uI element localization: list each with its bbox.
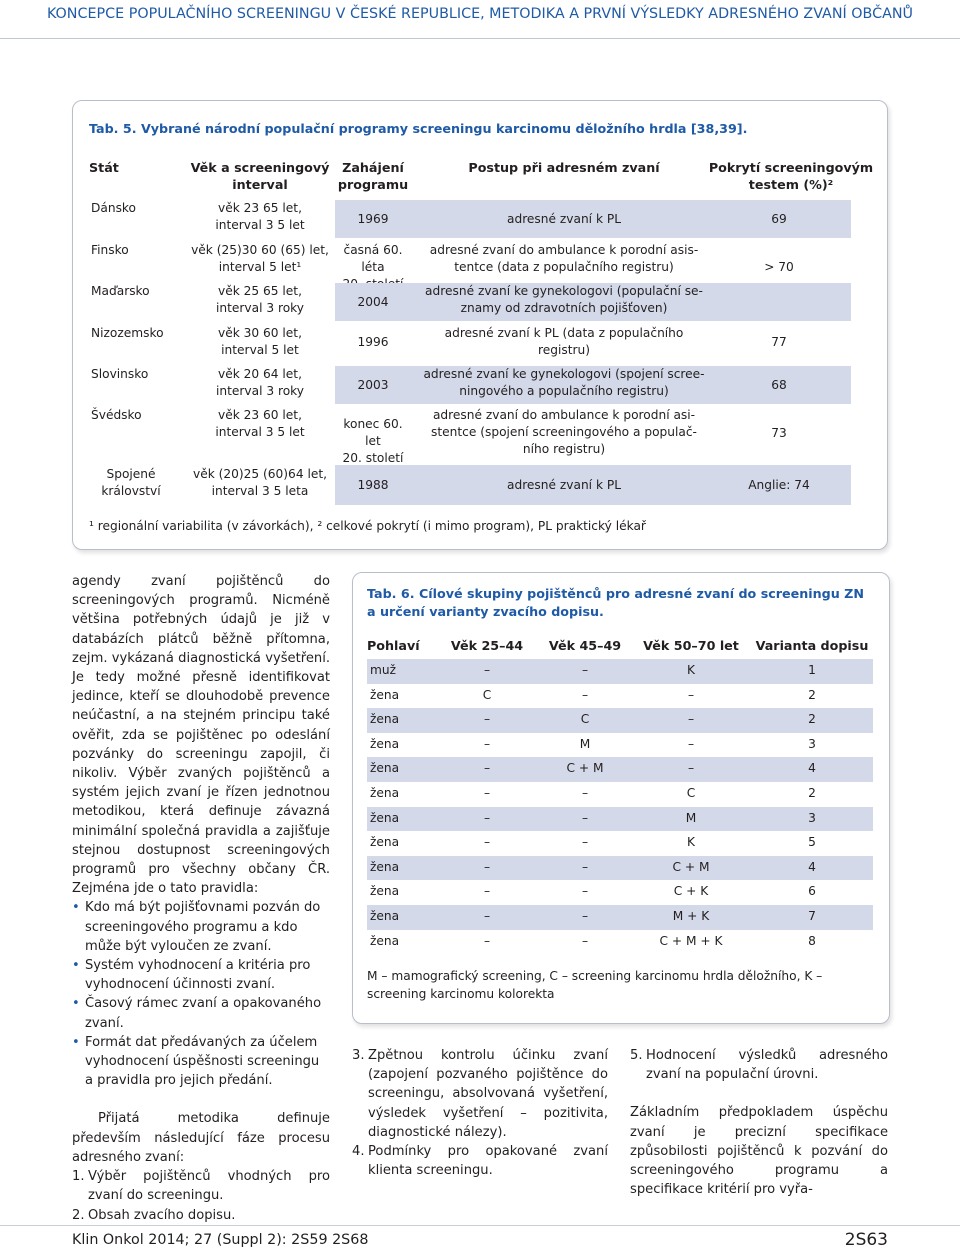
table-cell: – xyxy=(483,884,491,899)
bullet-list xyxy=(72,898,330,1090)
table-cell: – xyxy=(483,663,491,677)
table-cell: – xyxy=(687,761,695,776)
table-cell: – xyxy=(581,687,589,702)
list-item: • Systém vyhodnocení a kritéria pro vyhodnocení účinnosti zvaní. xyxy=(72,956,330,994)
cell-year: 2004 xyxy=(357,295,389,309)
table-cell: 4 xyxy=(808,859,816,874)
table-cell: žena xyxy=(370,884,400,899)
cell-year: 2003 xyxy=(357,378,389,392)
table-cell: – xyxy=(483,736,491,751)
table-cell: žena xyxy=(370,835,400,850)
table-cell: 2 xyxy=(808,687,816,702)
cell-coverage: Anglie: 74 xyxy=(748,478,810,492)
table-cell: C xyxy=(686,786,696,800)
table-cell: muž xyxy=(370,663,396,677)
table5-label: Tab. 5. xyxy=(89,121,137,136)
cell-procedure: adresné zvaní k PL xyxy=(506,212,622,226)
numbered-list xyxy=(72,1167,330,1225)
footer-citation: Klin Onkol 2014; 27 (Suppl 2): 2S59 2S68 xyxy=(72,1232,369,1248)
table-cell: 1 xyxy=(808,663,816,677)
table-cell: – xyxy=(687,712,695,727)
table-cell: žena xyxy=(370,933,400,948)
cell-procedure: adresné zvaní do ambulance k porodní asi- stentce (spojení screeningového a populač- ního registru) xyxy=(431,408,697,456)
table-row xyxy=(89,242,875,280)
list-item: 3. Zpětnou kontrolu účinku zvaní (zapojení pozvaného pojištěnce do screeningu, absolvovaná vyšetření, výsledek vyšetření – pozitivita, diagnostické nálezy). xyxy=(352,1048,608,1140)
table-cell: – xyxy=(687,687,695,702)
table-cell: 4 xyxy=(808,761,816,776)
list-item: • Formát dat předávaných za účelem vyhodnocení úspěšnosti screeningu a pravidla pro jejich předání. xyxy=(72,1033,330,1091)
header-age-25-44: Věk 25–44 xyxy=(450,638,524,653)
cell-procedure: adresné zvaní ke gynekologovi (populační se- znamy od zdravotních pojišťoven) xyxy=(425,284,703,315)
table-cell: – xyxy=(581,835,589,850)
table-cell: 7 xyxy=(808,909,816,923)
cell-band xyxy=(335,465,851,505)
table-cell: C + M + K xyxy=(659,933,723,948)
table6-caption xyxy=(367,585,875,621)
table-row xyxy=(89,407,875,463)
table-cell: – xyxy=(581,909,589,923)
cell-procedure: adresné zvaní ke gynekologovi (spojení scree- ningového a populačního registru) xyxy=(423,367,705,398)
cell-age: věk 30 60 let, interval 5 let xyxy=(218,326,302,357)
list-item: 5. Hodnocení výsledků adresného zvaní na populační úrovni. xyxy=(630,1048,888,1083)
header-rule xyxy=(0,38,960,39)
cell-coverage: 77 xyxy=(771,335,787,349)
list-item: 2. Obsah zvacího dopisu. xyxy=(72,1207,236,1223)
table-cell: – xyxy=(581,663,589,677)
table-cell: žena xyxy=(370,712,400,727)
cell-year: 1969 xyxy=(357,212,389,226)
header-letter-variant: Varianta dopisu xyxy=(755,638,869,653)
table-row xyxy=(367,757,873,782)
cell-year: časná 60. léta xyxy=(343,243,403,274)
middle-column xyxy=(352,1046,608,1180)
cell-band xyxy=(335,242,851,280)
table-cell: 3 xyxy=(808,810,816,825)
left-column xyxy=(72,572,330,1225)
cell-year: konec 60. let 20. století xyxy=(342,417,404,465)
table-cell: M xyxy=(579,736,591,751)
cell-coverage: 68 xyxy=(771,378,787,392)
cell-state: Slovinsko xyxy=(91,367,149,381)
table-cell: žena xyxy=(370,761,400,776)
header-age-50-70: Věk 50–70 let xyxy=(643,638,739,653)
table-cell: – xyxy=(483,810,491,825)
table-cell: – xyxy=(687,736,695,751)
table-cell: žena xyxy=(370,859,400,874)
table-cell: 6 xyxy=(808,884,816,899)
table-cell: žena xyxy=(370,687,400,702)
table6-label: Tab. 6. xyxy=(367,586,415,601)
cell-coverage: 69 xyxy=(771,212,787,226)
table-row xyxy=(367,684,873,709)
paragraph: Základním předpokladem úspěchu zvaní je precizní specifikace způsobilosti pojištěnců k pozvání do screeningového programu a specifikace kritérií pro vyřa- xyxy=(630,1105,888,1198)
cell-state: Spojené království xyxy=(101,467,161,498)
table-cell: C xyxy=(482,687,492,702)
header-procedure: Postup při adresném zvaní xyxy=(468,160,660,175)
page-number: 2S63 xyxy=(844,1230,888,1250)
table-row xyxy=(89,325,875,363)
table-row xyxy=(367,782,873,807)
cell-age: věk 23 65 let, interval 3 5 let xyxy=(215,201,305,232)
table-row xyxy=(89,463,875,503)
list-item: • Kdo má být pojišťovnami pozván do screeningového programu a kdo může být vyloučen ze zvaní. xyxy=(72,898,330,956)
table5-box xyxy=(72,100,888,550)
cell-year: 1988 xyxy=(357,478,389,492)
cell-age: věk 25 65 let, interval 3 roky xyxy=(215,284,304,315)
table-cell: – xyxy=(483,835,491,850)
table-cell: – xyxy=(483,786,491,800)
paragraph: agendy zvaní pojištěnců do screeningových programů. Nicméně většina potřebných údajů je již v databázích plátců běžně přítomna, zejm. vykázaná diagnostická vyšetření. Je tedy možné přesně identifikovat jedince, kteří se dlouhodobě prevence neúčastní, a na stejném principu také ověřit, zda se pojištěnec po odeslání pozvánky do screeningu zapojil, či nikoliv. Výběr zvaných pojištěnců a systém jejich zvaní je řízen jednotnou metodikou, která definuje závazná minimální společná pravidla a zajišťuje stejnou dostupnost screeningových programů pro všechny občany ČR. Zejména jde o tato pravidla: xyxy=(72,574,330,897)
cell-procedure: adresné zvaní do ambulance k porodní asis- tentce (data z populačního registru) xyxy=(429,243,699,274)
table-cell: K xyxy=(687,835,695,850)
cell-state: Švédsko xyxy=(91,408,142,422)
cell-age: věk 20 64 let, interval 3 roky xyxy=(215,367,304,398)
table-cell: – xyxy=(581,859,589,874)
table-cell: 5 xyxy=(808,835,816,850)
cell-band xyxy=(335,366,851,404)
table-cell: C xyxy=(580,712,590,727)
table-row xyxy=(367,733,873,758)
paragraph: Přijatá metodika definuje především následující fáze procesu adresného zvaní: xyxy=(72,1111,330,1165)
table-cell: – xyxy=(581,810,589,825)
table-cell: C + M xyxy=(672,859,710,874)
table-row xyxy=(89,200,875,238)
cell-state: Finsko xyxy=(91,243,129,257)
table6-title: Cílové skupiny pojištěnců pro adresné zvaní do screeningu ZN a určení varianty zvacího dopisu. xyxy=(367,586,864,619)
table-row xyxy=(367,659,873,684)
table-cell: 8 xyxy=(808,933,816,948)
table6-box xyxy=(352,572,890,1024)
table-cell: žena xyxy=(370,810,400,825)
table-row xyxy=(367,905,873,930)
table-row xyxy=(89,366,875,404)
table-row xyxy=(367,708,873,733)
table-cell: – xyxy=(581,884,589,899)
list-item: 4. Podmínky pro opakované zvaní klienta screeningu. xyxy=(352,1144,608,1179)
header-coverage: Pokrytí screeningovým testem (%)² xyxy=(708,160,874,192)
cell-band xyxy=(335,325,851,363)
table-cell: C + K xyxy=(673,884,709,899)
cell-procedure: adresné zvaní k PL (data z populačního registru) xyxy=(444,326,684,357)
cell-state: Nizozemsko xyxy=(91,326,164,340)
table-cell: – xyxy=(483,761,491,776)
table-row xyxy=(367,856,873,881)
header-sex: Pohlaví xyxy=(367,638,420,653)
cell-coverage: 73 xyxy=(771,426,787,440)
header-age-45-49: Věk 45–49 xyxy=(548,638,622,653)
table-cell: M xyxy=(685,810,697,825)
cell-state: Dánsko xyxy=(91,201,137,215)
list-item: 1. Výběr pojištěnců vhodných pro zvaní do screeningu. xyxy=(72,1169,330,1204)
table-row xyxy=(367,930,873,955)
table-cell: – xyxy=(483,933,491,948)
cell-year: 1996 xyxy=(357,335,389,349)
table-cell: žena xyxy=(370,909,400,923)
table-row xyxy=(367,807,873,832)
table-cell: 2 xyxy=(808,712,816,727)
table-row xyxy=(367,831,873,856)
table-cell: – xyxy=(483,712,491,727)
table-cell: – xyxy=(483,859,491,874)
table-cell: – xyxy=(581,786,589,800)
cell-coverage: > 70 xyxy=(764,260,794,274)
header-start: Zahájení programu xyxy=(337,160,409,192)
running-head: KONCEPCE POPULAČNÍHO SCREENINGU V ČESKÉ REPUBLICE, METODIKA A PRVNÍ VÝSLEDKY ADRESNÉHO ZVANÍ OBČANŮ xyxy=(46,6,914,22)
cell-band xyxy=(335,200,851,238)
list-item: • Časový rámec zvaní a opakovaného zvaní. xyxy=(72,994,330,1032)
table-cell: – xyxy=(483,909,491,923)
table5-footnote: ¹ regionální variabilita (v závorkách), ² celkové pokrytí (i mimo program), PL praktický lékař xyxy=(89,519,646,533)
right-column xyxy=(630,1046,888,1199)
cell-age: věk (25)30 60 (65) let, interval 5 let¹ xyxy=(191,243,329,274)
cell-procedure: adresné zvaní k PL xyxy=(506,478,622,492)
table-cell: žena xyxy=(370,736,400,751)
table5-title: Vybrané národní populační programy screeningu karcinomu děložního hrdla [38,39]. xyxy=(140,121,748,136)
table-cell: – xyxy=(581,933,589,948)
table5-header xyxy=(89,155,875,195)
cell-band xyxy=(335,283,851,321)
table-cell: 2 xyxy=(808,786,816,800)
table5-caption xyxy=(89,121,747,136)
table-cell: C + M xyxy=(566,761,604,776)
header-state: Stát xyxy=(89,160,119,175)
cell-state: Maďarsko xyxy=(91,284,150,298)
table-cell: K xyxy=(687,663,695,677)
table-cell: 3 xyxy=(808,736,816,751)
table-row xyxy=(89,283,875,321)
cell-age: věk (20)25 (60)64 let, interval 3 5 leta xyxy=(193,467,327,498)
cell-band xyxy=(335,407,851,463)
header-age: Věk a screeningový interval xyxy=(190,160,330,192)
table-cell: žena xyxy=(370,786,400,800)
cell-age: věk 23 60 let, interval 3 5 let xyxy=(215,408,305,439)
table-row xyxy=(367,880,873,905)
table6-note: M – mamografický screening, C – screening karcinomu hrdla děložního, K – screening karcinomu kolorekta xyxy=(367,969,823,1001)
footer-rule xyxy=(0,1225,960,1226)
table-cell: M + K xyxy=(672,909,710,923)
table6-header xyxy=(367,635,873,657)
